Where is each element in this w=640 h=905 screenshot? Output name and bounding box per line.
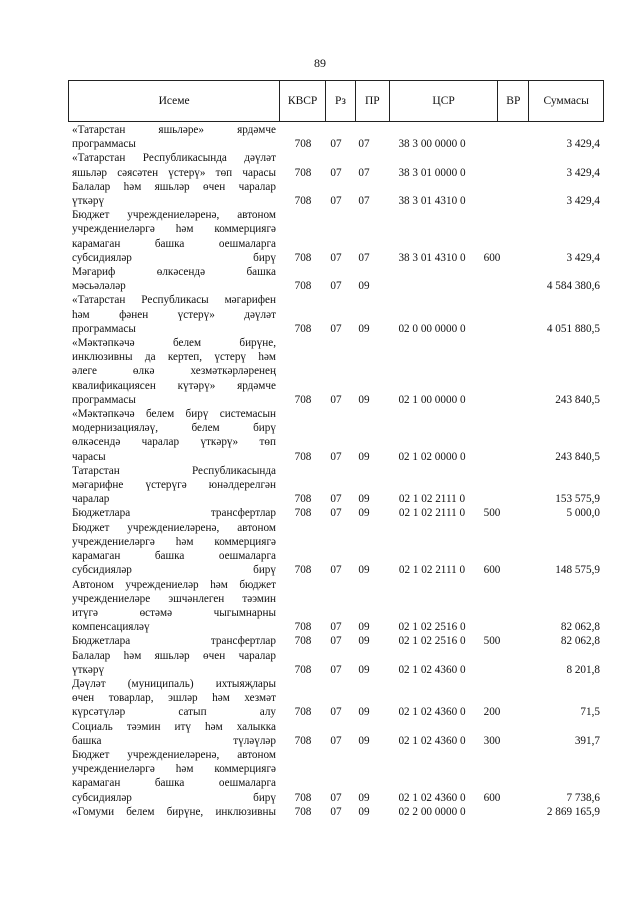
cell-sum: 3 429,4 [566,138,600,151]
row-name-word: һәм [175,223,194,236]
table-body [0,123,640,819]
table-row [0,521,640,578]
row-name-line: чаралар [72,493,110,506]
table-row [0,464,640,507]
table-row [0,180,640,208]
row-name [72,265,276,293]
cell-csr: 02 1 02 4360 0 [398,706,466,719]
cell-rz: 07 [330,138,342,151]
row-name-line [72,265,276,279]
cell-kvsr: 708 [294,280,312,293]
cell-sum: 82 062,8 [560,635,600,648]
cell-kvsr: 708 [294,564,312,577]
row-name-word: белем [172,337,202,350]
row-name-line [72,123,276,137]
row-name [72,634,276,648]
row-name-word: төп [259,436,276,449]
row-name-word: яшьләр [154,180,190,193]
row-name-word: халыкка [236,720,276,733]
row-name-line: программасы [72,322,136,335]
table-row [0,578,640,635]
row-name-word: эшчәнлеген [168,592,225,605]
cell-vr: 600 [483,564,501,577]
row-name-word: карамаган [72,237,121,250]
row-name-word: учреждениеләре [72,592,151,605]
header-kvsr: КВСР [280,81,326,121]
cell-csr: 38 3 01 0000 0 [398,166,466,179]
row-name-line [72,776,276,790]
row-name [72,649,276,677]
row-name [72,336,276,407]
row-name-line [72,293,276,307]
cell-csr: 02 2 00 0000 0 [398,805,466,818]
table-row [0,407,640,464]
cell-pr: 07 [358,251,370,264]
row-name-line [72,606,276,620]
cell-sum: 243 840,5 [555,393,600,406]
row-name-word: хезмәткәрләренең [190,365,276,378]
table-row [0,677,640,720]
row-name-word: дәүләт [244,308,276,321]
cell-vr: 300 [483,734,501,747]
row-name-word: ихтыяҗлары [215,677,276,690]
row-name-word: «Мәктәпкәчә [72,408,135,421]
cell-pr: 09 [358,635,370,648]
row-name-word: мәгарифне [72,479,124,492]
row-name-word: өстәмә [139,606,173,619]
table-row [0,805,640,819]
header-rz: Рз [326,81,356,121]
row-name-word: кертеп, [167,351,203,364]
cell-rz: 07 [330,493,342,506]
cell-csr: 02 1 02 2111 0 [398,564,466,577]
row-name-word: тәэмин [126,720,161,733]
cell-pr: 07 [358,166,370,179]
row-name-word: бюджет [239,578,276,591]
row-name-word: учреждениеләргә [72,223,155,236]
row-name-word: Республикасында [191,464,276,477]
row-name-line [72,421,276,435]
row-name-word: юнәлдерелгән [208,479,276,492]
row-name-line: программасы [72,138,136,151]
row-name [72,123,276,151]
cell-rz: 07 [330,706,342,719]
row-name-word: итүгә [72,606,99,619]
cell-pr: 09 [358,734,370,747]
row-name-word: учреждениеләр [125,578,199,591]
row-name-word: тәэмин [242,592,276,605]
row-name-word: әлеге [72,365,97,378]
cell-rz: 07 [330,322,342,335]
row-name [72,407,276,464]
row-name-word: өлкә [132,365,155,378]
cell-rz: 07 [330,635,342,648]
cell-kvsr: 708 [294,805,312,818]
table-row [0,293,640,336]
table-header [68,80,604,122]
row-name-word: һәм [205,720,223,733]
cell-rz: 07 [330,663,342,676]
row-name-word: чаралар [238,180,276,193]
row-name [72,521,276,578]
row-name-word: үстерү» [177,308,215,321]
cell-sum: 5 000,0 [566,507,600,520]
row-name-line: субсидияләр бирү [72,791,276,804]
row-name-word: башка [154,237,185,250]
row-name-word: Мәгариф [72,266,116,279]
row-name-word: модернизацияләү, [72,422,159,435]
row-name-line: мәсьәләләр [72,280,126,293]
row-name-word: өлкәсендә [72,436,121,449]
row-name-line: Бюджетлара трансфертлар [72,635,276,648]
table-row [0,265,640,293]
table-row [0,336,640,407]
cell-pr: 09 [358,663,370,676]
cell-pr: 09 [358,621,370,634]
row-name-word: һәм [175,535,194,548]
cell-kvsr: 708 [294,621,312,634]
cell-pr: 07 [358,195,370,208]
cell-csr: 38 3 01 4310 0 [398,251,466,264]
row-name [72,748,276,805]
cell-csr: 02 0 00 0000 0 [398,322,466,335]
row-name-word: «Татарстан [72,294,126,307]
row-name-line [72,379,276,393]
header-name: Исеме [69,81,280,121]
row-name-line [72,535,276,549]
row-name-line: Бюджетлара трансфертлар [72,507,276,520]
cell-pr: 09 [358,706,370,719]
row-name-line [72,435,276,449]
cell-kvsr: 708 [294,734,312,747]
cell-kvsr: 708 [294,195,312,208]
cell-sum: 4 051 880,5 [546,322,600,335]
row-name-word: хезмәт [244,692,276,705]
row-name-line [72,464,276,478]
cell-vr: 200 [483,706,501,719]
cell-rz: 07 [330,195,342,208]
cell-kvsr: 708 [294,635,312,648]
table-row [0,748,640,805]
row-name-word: бирү [185,408,209,421]
cell-rz: 07 [330,393,342,406]
cell-csr: 02 1 02 4360 0 [398,663,466,676]
row-name-line [72,478,276,492]
row-name-word: учреждениеләренә, [127,748,220,761]
row-name [72,464,276,507]
row-name-line [72,649,276,663]
cell-pr: 09 [358,805,370,818]
row-name-word: Автоном [72,578,114,591]
row-name-word: Татарстан [72,464,120,477]
row-name-word: Бюджет [72,521,110,534]
row-name-word: «Татарстан [72,124,126,136]
cell-rz: 07 [330,805,342,818]
row-name-word: яшьләр [154,649,190,662]
cell-pr: 09 [358,493,370,506]
row-name-line: үткәрү [72,663,105,676]
row-name-word: Бюджет [72,209,110,222]
header-vr: ВР [498,81,529,121]
row-name-word: автоном [237,209,276,222]
row-name-word: Балалар [72,180,111,193]
row-name-word: Республикасы [141,294,209,307]
cell-vr: 500 [483,635,501,648]
row-name-word: системасын [219,408,276,421]
cell-csr: 38 3 00 0000 0 [398,138,466,151]
row-name-line [72,549,276,563]
row-name-word: һәм [212,692,230,705]
row-name-line: башка түләүләр [72,734,276,747]
row-name-word: (муниципаль) [127,677,194,690]
cell-kvsr: 708 [294,493,312,506]
cell-kvsr: 708 [294,251,312,264]
row-name-word: үстерү [214,351,247,364]
row-name-word: Республикасында [142,152,227,165]
row-name-word: күтәрү» [177,379,216,392]
cell-sum: 8 201,8 [566,663,600,676]
cell-rz: 07 [330,166,342,179]
row-name-word: коммерциягә [214,223,276,236]
cell-csr: 02 1 02 2516 0 [398,635,466,648]
table-row [0,208,640,265]
row-name-word: Балалар [72,649,111,662]
cell-rz: 07 [330,450,342,463]
row-name-line [72,151,276,165]
row-name-word: Бюджет [72,748,110,761]
row-name-word: башка [154,550,185,563]
row-name-word: чыгымнарны [213,606,276,619]
row-name-word: учреждениеләренә, [127,521,220,534]
row-name [72,180,276,208]
cell-csr: 02 1 02 2516 0 [398,621,466,634]
header-sum: Суммасы [543,95,589,107]
row-name-line: компенсацияләү [72,621,150,634]
row-name-word: бирү [253,422,276,435]
row-name-word: чаралар [141,436,180,449]
cell-csr: 02 1 02 2111 0 [398,507,466,520]
row-name-word: үстерүгә [145,479,187,492]
row-name-line: күрсәтүләр сатып алу [72,706,276,719]
row-name-word: коммерциягә [214,535,276,548]
cell-sum: 153 575,9 [555,493,600,506]
cell-rz: 07 [330,251,342,264]
row-name-word: һәм [123,180,142,193]
row-name-word: итү [174,720,191,733]
cell-kvsr: 708 [294,450,312,463]
row-name [72,578,276,635]
cell-sum: 2 869 165,9 [546,805,600,818]
page-number: 89 [314,56,326,70]
cell-kvsr: 708 [294,663,312,676]
row-name [72,506,276,520]
row-name-word: Социаль [72,720,113,733]
table-row [0,634,640,648]
cell-csr: 38 3 01 4310 0 [398,195,466,208]
header-csr: ЦСР [390,81,499,121]
cell-rz: 07 [330,734,342,747]
row-name-line [72,677,276,691]
cell-sum: 82 062,8 [560,621,600,634]
cell-sum: 71,5 [580,706,600,719]
row-name-line [72,208,276,222]
cell-kvsr: 708 [294,166,312,179]
row-name-line [72,222,276,236]
table-row [0,151,640,179]
row-name [72,677,276,720]
cell-csr: 02 1 02 4360 0 [398,734,466,747]
row-name-line [72,762,276,776]
cell-rz: 07 [330,791,342,804]
row-name-line [72,237,276,251]
cell-sum: 3 429,4 [566,166,600,179]
row-name [72,151,276,179]
row-name-line: субсидияләр бирү [72,251,276,264]
row-name-word: «Татарстан [72,152,126,165]
row-name-line [72,364,276,378]
cell-pr: 09 [358,564,370,577]
row-name [72,805,276,819]
cell-vr: 500 [483,507,501,520]
row-name [72,208,276,265]
row-name-word: өчен [72,692,95,705]
cell-rz: 07 [330,564,342,577]
row-name-word: автоном [237,521,276,534]
row-name-line [72,336,276,350]
row-name-word: дәүләт [244,152,276,165]
cell-sum: 148 575,9 [555,564,600,577]
header-pr: ПР [356,81,390,121]
cell-kvsr: 708 [294,791,312,804]
row-name-word: коммерциягә [214,763,276,776]
cell-kvsr: 708 [294,138,312,151]
cell-sum: 4 584 380,6 [546,280,600,293]
cell-pr: 07 [358,138,370,151]
cell-pr: 09 [358,791,370,804]
row-name-word: башка [154,777,185,790]
row-name-word: мәгарифен [224,294,276,307]
cell-pr: 09 [358,450,370,463]
row-name-line: үткәрү [72,195,105,208]
table-row [0,720,640,748]
cell-csr: 02 1 02 4360 0 [398,791,466,804]
row-name-line: чарасы [72,450,106,463]
cell-sum: 7 738,6 [566,791,600,804]
cell-sum: 3 429,4 [566,251,600,264]
row-name-word: ярдәмче [237,379,276,392]
row-name-word: «Мәктәпкәчә [72,337,135,350]
row-name-word: учреждениеләргә [72,535,155,548]
row-name-word: өлкәсендә [156,266,206,279]
row-name-word: Дәүләт [72,677,106,690]
row-name-line [72,592,276,606]
cell-rz: 07 [330,507,342,520]
cell-vr: 600 [483,251,501,264]
row-name-word: белем [146,408,175,421]
row-name-line [72,748,276,762]
row-name-word: оешмаларга [218,777,276,790]
row-name-word: һәм [123,649,142,662]
cell-csr: 02 1 02 0000 0 [398,450,466,463]
cell-kvsr: 708 [294,393,312,406]
row-name-word: һәм [72,308,90,321]
table-row [0,506,640,520]
row-name-word: башка [246,266,276,279]
cell-sum: 391,7 [574,734,600,747]
row-name-word: үткәрү» [200,436,239,449]
row-name-word: да [144,351,156,364]
row-name-word: товарлар, [108,692,154,705]
cell-pr: 09 [358,393,370,406]
row-name-word: учреждениеләргә [72,763,155,776]
cell-sum: 243 840,5 [555,450,600,463]
row-name-line [72,720,276,734]
row-name-word: эшләр [168,692,198,705]
cell-kvsr: 708 [294,706,312,719]
cell-csr: 02 1 02 2111 0 [398,493,466,506]
row-name-word: һәм [210,578,228,591]
row-name-line: программасы [72,393,136,406]
row-name-word: оешмаларга [218,550,276,563]
row-name-word: бирүне, [239,337,276,350]
row-name-word: белем [191,422,220,435]
row-name-word: һәм [258,351,276,364]
row-name-line [72,407,276,421]
cell-rz: 07 [330,280,342,293]
row-name-word: һәм [175,763,194,776]
row-name-word: инклюзивны [72,351,133,364]
row-name-word: фәнен [119,308,149,321]
cell-pr: 09 [358,322,370,335]
row-name-line [72,180,276,194]
row-name-word: чаралар [238,649,276,662]
row-name-word: карамаган [72,550,121,563]
row-name-line [72,521,276,535]
row-name-line: «Гомуми белем бирүне, инклюзивны [72,805,276,818]
row-name-line [72,308,276,322]
cell-sum: 3 429,4 [566,195,600,208]
row-name-line [72,691,276,705]
cell-kvsr: 708 [294,507,312,520]
row-name [72,293,276,336]
row-name-word: яшьләре» [158,124,204,136]
row-name-word: өчен [203,180,226,193]
row-name-word: квалификациясен [72,379,156,392]
cell-vr: 600 [483,791,501,804]
row-name-word: автоном [237,748,276,761]
row-name-word: ярдәмче [237,124,276,136]
cell-pr: 09 [358,507,370,520]
row-name-word: карамаган [72,777,121,790]
row-name-line [72,578,276,592]
row-name-word: учреждениеләренә, [127,209,220,222]
row-name-line: яшьләр сәясәтен үстерү» төп чарасы [72,166,276,179]
cell-rz: 07 [330,621,342,634]
cell-kvsr: 708 [294,322,312,335]
row-name-line: субсидияләр бирү [72,564,276,577]
table-row [0,123,640,151]
cell-csr: 02 1 00 0000 0 [398,393,466,406]
row-name [72,720,276,748]
row-name-word: өчен [203,649,226,662]
row-name-line [72,350,276,364]
cell-pr: 09 [358,280,370,293]
table-row [0,649,640,677]
row-name-word: оешмаларга [218,237,276,250]
